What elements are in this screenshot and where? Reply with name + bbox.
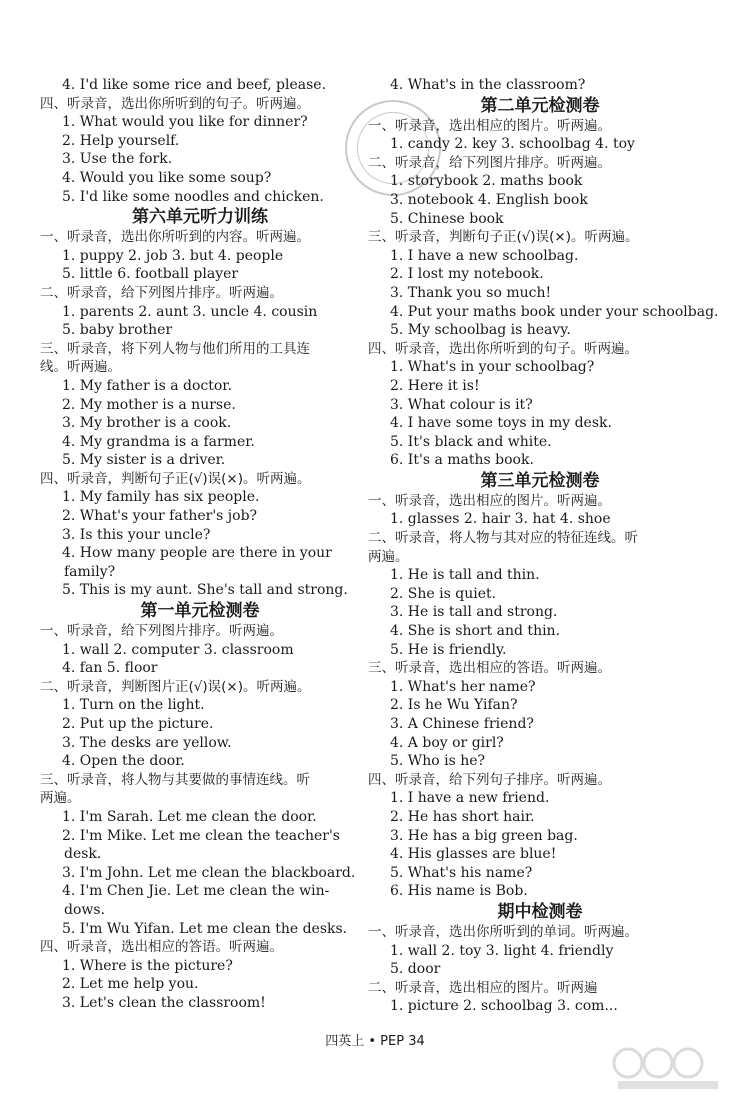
text-line: 1. What would you like for dinner? bbox=[62, 114, 308, 131]
text-line: 4. A boy or girl? bbox=[390, 734, 504, 751]
text-line: 6. His name is Bob. bbox=[390, 883, 528, 900]
text-line: 1. candy 2. key 3. schoolbag 4. toy bbox=[390, 136, 635, 153]
text-line: 2. My mother is a nurse. bbox=[62, 396, 236, 413]
question-heading: 三、听录音，将下列人物与他们所用的工具连 bbox=[40, 340, 310, 357]
question-heading: 四、听录音，给下列句子排序。听两遍。 bbox=[368, 771, 611, 788]
text-line: 2. Put up the picture. bbox=[62, 716, 214, 732]
question-heading: 两遍。 bbox=[368, 548, 409, 565]
text-line: 3. What colour is it? bbox=[390, 396, 533, 413]
text-line: 4. I'd like some rice and beef, please. bbox=[62, 77, 327, 93]
text-line: 5. My sister is a driver. bbox=[62, 452, 226, 469]
text-line: 3. Is this your uncle? bbox=[62, 526, 211, 543]
question-heading: 三、听录音，将人物与其要做的事情连线。听 bbox=[40, 771, 310, 788]
text-line: 4. My grandma is a farmer. bbox=[62, 433, 255, 450]
text-line: desk. bbox=[64, 846, 102, 863]
text-line: 5. He is friendly. bbox=[390, 641, 507, 658]
text-line: 2. I'm Mike. Let me clean the teacher's bbox=[62, 827, 340, 844]
text-line: 5. I'd like some noodles and chicken. bbox=[62, 188, 324, 205]
text-line: 2. She is quiet. bbox=[390, 585, 497, 602]
text-line: 6. It's a maths book. bbox=[390, 452, 534, 469]
text-line: 3. My brother is a cook. bbox=[62, 415, 232, 432]
text-line: 4. Open the door. bbox=[62, 753, 185, 770]
section-title: 第一单元检测卷 bbox=[140, 601, 260, 622]
text-line: 4. Put your maths book under your schoolbag. bbox=[390, 303, 719, 320]
text-line: 5. little 6. football player bbox=[62, 266, 239, 283]
text-line: 1. picture 2. schoolbag 3. com... bbox=[390, 998, 618, 1015]
question-heading: 四、听录音，判断句子正(√)误(×)。听两遍。 bbox=[40, 470, 311, 487]
text-line: 4. I'm Chen Jie. Let me clean the win- bbox=[62, 883, 330, 900]
text-line: 1. What's in your schoolbag? bbox=[390, 359, 595, 376]
text-line: 3. I'm John. Let me clean the blackboard. bbox=[62, 864, 356, 881]
section-title: 期中检测卷 bbox=[497, 901, 583, 922]
text-line: 3. He has a big green bag. bbox=[390, 827, 578, 844]
text-line: 3. Use the fork. bbox=[62, 151, 173, 168]
text-line: 5. Chinese book bbox=[390, 210, 504, 227]
text-line: 5. I'm Wu Yifan. Let me clean the desks. bbox=[62, 920, 348, 937]
question-heading: 二、听录音，选出相应的图片。听两遍 bbox=[368, 979, 598, 996]
question-heading: 四、听录音，选出你所听到的句子。听两遍。 bbox=[368, 340, 638, 357]
question-heading: 一、听录音，选出你所听到的内容。听两遍。 bbox=[40, 229, 310, 246]
question-heading: 二、听录音，判断图片正(√)误(×)。听两遍。 bbox=[40, 678, 311, 695]
text-line: 3. The desks are yellow. bbox=[62, 734, 232, 751]
question-heading: 三、听录音，选出相应的答语。听两遍。 bbox=[368, 660, 611, 677]
section-title: 第六单元听力训练 bbox=[132, 207, 268, 228]
text-line: 2. Is he Wu Yifan? bbox=[390, 697, 518, 714]
text-line: 2. Let me help you. bbox=[62, 976, 199, 993]
text-line: 3. notebook 4. English book bbox=[390, 191, 588, 208]
text-line: 4. I have some toys in my desk. bbox=[390, 415, 612, 432]
text-line: 1. wall 2. computer 3. classroom bbox=[62, 641, 294, 658]
question-heading: 一、听录音，选出相应的图片。听两遍。 bbox=[368, 117, 611, 134]
text-line: 4. How many people are there in your bbox=[62, 545, 332, 562]
text-line: 2. Help yourself. bbox=[62, 132, 180, 149]
text-line: 1. storybook 2. maths book bbox=[390, 173, 583, 190]
text-line: 5. baby brother bbox=[62, 322, 173, 339]
text-line: 1. My family has six people. bbox=[62, 489, 260, 506]
text-line: 1. parents 2. aunt 3. uncle 4. cousin bbox=[62, 303, 318, 320]
text-line: 4. Would you like some soup? bbox=[62, 169, 272, 186]
question-heading: 一、听录音，给下列图片排序。听两遍。 bbox=[40, 623, 283, 640]
question-heading: 一、听录音，选出相应的图片。听两遍。 bbox=[368, 492, 611, 509]
text-line: 1. I'm Sarah. Let me clean the door. bbox=[62, 808, 317, 825]
text-line: dows. bbox=[64, 901, 106, 918]
text-line: 1. wall 2. toy 3. light 4. friendly bbox=[390, 942, 614, 959]
section-title: 第二单元检测卷 bbox=[480, 95, 600, 116]
text-line: 1. What's her name? bbox=[390, 678, 536, 695]
text-line: 1. Where is the picture? bbox=[62, 957, 233, 974]
question-heading: 四、听录音，选出你所听到的句子。听两遍。 bbox=[40, 95, 310, 112]
right-column bbox=[368, 76, 719, 1016]
text-line: 5. What's his name? bbox=[390, 864, 533, 881]
text-line: 4. His glasses are blue! bbox=[390, 846, 557, 863]
question-heading: 三、听录音，判断句子正(√)误(×)。听两遍。 bbox=[368, 229, 639, 246]
text-line: 2. I lost my notebook. bbox=[390, 266, 544, 283]
text-line: 5. My schoolbag is heavy. bbox=[390, 322, 571, 339]
text-line: 2. What's your father's job? bbox=[62, 508, 258, 525]
text-line: 2. He has short hair. bbox=[390, 808, 535, 825]
section-title: 第三单元检测卷 bbox=[480, 470, 600, 491]
text-line: 1. I have a new friend. bbox=[390, 790, 550, 807]
text-line: 3. Let's clean the classroom! bbox=[62, 994, 266, 1011]
text-line: 3. He is tall and strong. bbox=[390, 604, 558, 621]
question-heading: 四、听录音，选出相应的答语。听两遍。 bbox=[40, 939, 283, 956]
question-heading: 二、听录音，给下列图片排序。听两遍。 bbox=[368, 154, 611, 171]
text-line: 1. He is tall and thin. bbox=[390, 567, 540, 584]
question-heading: 两遍。 bbox=[40, 790, 81, 807]
question-heading: 二、听录音，给下列图片排序。听两遍。 bbox=[40, 284, 283, 301]
question-heading: 线。听两遍。 bbox=[40, 359, 121, 376]
text-line: 1. glasses 2. hair 3. hat 4. shoe bbox=[390, 511, 611, 528]
text-line: 3. A Chinese friend? bbox=[390, 716, 534, 732]
watermark-logo bbox=[610, 1045, 730, 1093]
question-heading: 一、听录音，选出你所听到的单词。听两遍。 bbox=[368, 923, 638, 940]
text-line: 5. This is my aunt. She's tall and strong. bbox=[62, 582, 348, 599]
text-line: 4. She is short and thin. bbox=[390, 623, 561, 640]
text-line: 3. Thank you so much! bbox=[390, 284, 552, 301]
text-line: family? bbox=[64, 563, 116, 580]
text-line: 5. Who is he? bbox=[390, 753, 486, 770]
text-line: 1. Turn on the light. bbox=[62, 697, 205, 714]
question-heading: 二、听录音，将人物与其对应的特征连线。听 bbox=[368, 530, 638, 547]
text-line: 1. My father is a doctor. bbox=[62, 377, 232, 394]
page-footer: 四英上 • PEP 34 bbox=[325, 1034, 425, 1049]
text-line: 1. I have a new schoolbag. bbox=[390, 247, 579, 264]
text-line: 2. Here it is! bbox=[390, 377, 480, 394]
text-line: 5. It's black and white. bbox=[390, 433, 552, 450]
text-line: 4. What's in the classroom? bbox=[390, 77, 586, 93]
text-line: 4. fan 5. floor bbox=[62, 660, 158, 677]
left-column bbox=[40, 76, 360, 1013]
text-line: 1. puppy 2. job 3. but 4. people bbox=[62, 247, 284, 264]
text-line: 5. door bbox=[390, 961, 441, 978]
